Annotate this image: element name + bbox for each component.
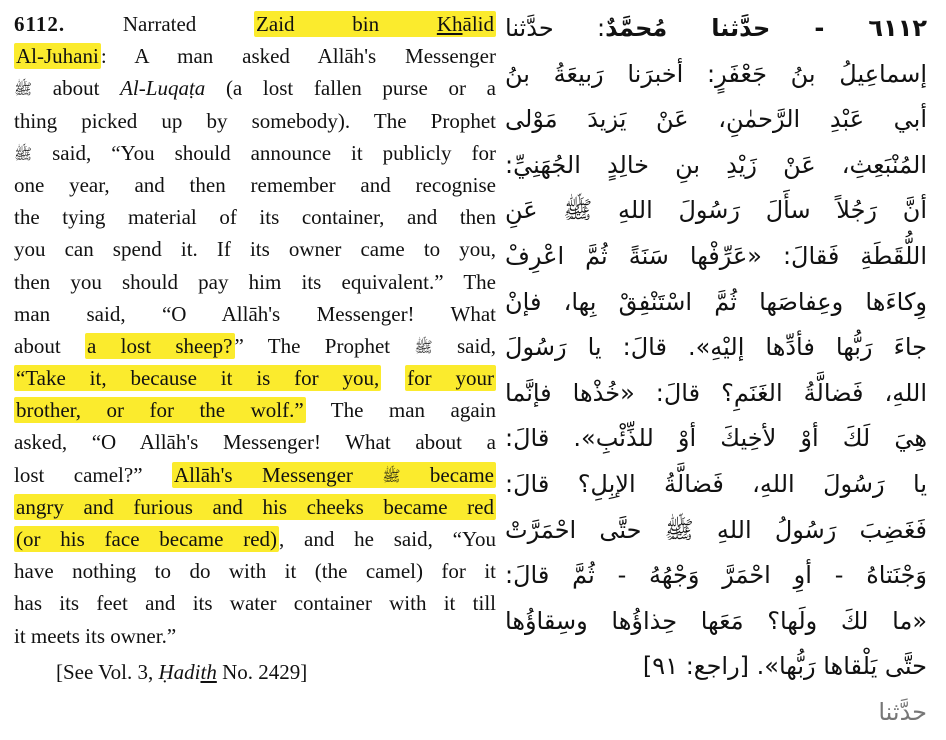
text-segment: No. 2429] xyxy=(216,659,308,684)
arabic-line-4: المُنْبَعِثِ، عَنْ زَيْدِ بنِ خالِدٍ الجُهَنِيِّ: xyxy=(505,150,927,179)
text-segment: about xyxy=(14,333,86,358)
arabic-line-9: اللهِ، فَضالَّةُ الغَنَمِ؟ قالَ: «خُذْها فإنَّما xyxy=(505,378,927,407)
english-line-20: it meets its owner.” xyxy=(14,623,177,648)
pbuh-glyph: ﷺ xyxy=(382,466,401,485)
arabic-line-14: «ما لكَ ولَها؟ مَعَها حِذاؤُها وسِقاؤُها xyxy=(505,606,927,635)
english-line-7: the tying material of its container, and then xyxy=(14,205,496,230)
english-line-15 xyxy=(14,459,496,491)
text-segment: : حدَّثنا xyxy=(505,14,606,42)
english-line-12 xyxy=(14,362,496,394)
english-line-6: one year, and then remember and recognise xyxy=(14,172,496,197)
text-segment: said, xyxy=(432,333,497,358)
text-segment: ” The Prophet xyxy=(234,333,415,358)
arabic-line-15: حتَّى يَلْقاها رَبُّها». [راجع: ٩١] xyxy=(642,652,927,681)
english-line-2 xyxy=(14,40,496,72)
english-translation xyxy=(14,8,496,688)
highlight-narrator xyxy=(254,11,496,37)
highlight-brother-wolf: brother, or for the wolf.” xyxy=(16,398,304,423)
arabic-line-12: فَغَضِبَ رَسُولُ اللهِ ﷺ حتَّى احْمَرَّتْ xyxy=(505,515,927,544)
arabic-hadith-number: ٦١١٢ - حدَّثنا مُحمَّدٌ xyxy=(605,14,927,42)
narrated-label: Narrated xyxy=(122,12,197,36)
narrator-part: Kh xyxy=(436,12,463,36)
text-segment: The man again xyxy=(305,398,497,423)
text-segment: Allāh's Messenger xyxy=(173,462,383,487)
highlight-lost-sheep: a lost sheep? xyxy=(87,333,233,358)
arabic-line-7: وِكاءَها وعِفاصَها ثُمَّ اسْتَنْفِقْ بِها، فإنْ xyxy=(505,287,927,316)
narrator-part: ālid xyxy=(462,12,495,36)
arabic-line-3: أبي عَبْدِ الرَّحمٰنِ، عَنْ يَزيدَ مَوْلى xyxy=(505,105,927,134)
highlight-take-it: “Take it, because it is for you, xyxy=(16,366,380,391)
pbuh-glyph: ﷺ xyxy=(14,80,33,99)
hadith-number: 6112. xyxy=(14,12,66,36)
luqata-term: Al-Luqaṭa xyxy=(120,76,206,101)
arabic-line-2: إسماعِيلُ بنُ جَعْفَرٍ: أخبرَنا رَبيعَةُ بنُ xyxy=(505,59,927,88)
english-line-9: then you should pay him its equivalent.” The xyxy=(14,269,496,294)
english-line-14: asked, “O Allāh's Messenger! What about a xyxy=(14,430,496,455)
hadith-word: th xyxy=(200,659,217,684)
cross-reference xyxy=(14,656,496,688)
english-line-3 xyxy=(14,72,496,104)
arabic-line-6: اللُّقَطَةِ فَقالَ: «عَرِّفْها سَنَةً ثُمَّ اعْرِفْ xyxy=(505,241,927,270)
pbuh-glyph: ﷺ xyxy=(14,144,33,163)
english-line-13 xyxy=(14,394,496,426)
text-segment: lost camel?” xyxy=(14,462,172,487)
pbuh-glyph: ﷺ xyxy=(414,337,433,356)
hadith-word: Ḥadi xyxy=(158,659,201,684)
english-line-16 xyxy=(14,491,496,523)
highlight-angry-furious: angry and furious and his cheeks became red xyxy=(16,494,494,519)
text-segment: became xyxy=(400,462,494,487)
highlight-for-your: for your xyxy=(407,366,494,391)
text-segment: said, “You should announce it publicly for xyxy=(32,140,496,165)
english-line-11 xyxy=(14,330,496,362)
arabic-line-10: هِيَ لَكَ أوْ لأخِيكَ أوْ للذِّئْبِ». قالَ: xyxy=(505,424,927,453)
text-segment: [See Vol. 3, xyxy=(56,659,159,684)
text-segment: (a lost fallen purse or a xyxy=(205,76,497,101)
highlight-narrator-tribe: Al-Juhani xyxy=(16,44,99,69)
english-line-5 xyxy=(14,137,496,169)
english-line-8: you can spend it. If its owner came to you, xyxy=(14,237,496,262)
text-segment: : A man asked Allāh's Messenger xyxy=(100,44,496,69)
english-line-18: have nothing to do with it (the camel) for it xyxy=(14,559,496,584)
arabic-line-5: أنَّ رَجُلاً سأَلَ رَسُولَ اللهِ ﷺ عَنِ xyxy=(505,196,927,225)
english-line-1 xyxy=(14,8,496,40)
english-line-17 xyxy=(14,523,496,555)
text-segment: about xyxy=(32,76,121,101)
arabic-text xyxy=(505,6,927,736)
arabic-line-13: وَجْنَتاهُ - أوِ احْمَرَّ وَجْهُهُ - ثُمَّ قالَ: xyxy=(505,561,927,590)
arabic-line-11: يا رَسُولَ اللهِ، فَضالَّةُ الإبِلِ؟ قالَ: xyxy=(505,469,927,498)
text-segment: , and he said, “You xyxy=(279,527,497,551)
english-line-4: thing picked up by somebody). The Prophet xyxy=(14,108,496,133)
highlight-face-red: (or his face became red) xyxy=(16,527,278,551)
english-line-10: man said, “O Allāh's Messenger! What xyxy=(14,301,496,326)
arabic-line-16-cut: حدَّثنا xyxy=(878,697,927,726)
narrator-part: Zaid bin xyxy=(256,12,437,36)
arabic-line-1 xyxy=(505,6,927,52)
arabic-line-8: جاءَ رَبُّها فأدِّها إليْهِ». قالَ: يا رَسُولَ xyxy=(505,333,927,362)
english-line-19: has its feet and its water container with it till xyxy=(14,591,496,616)
highlight-messenger-angry xyxy=(172,462,496,488)
